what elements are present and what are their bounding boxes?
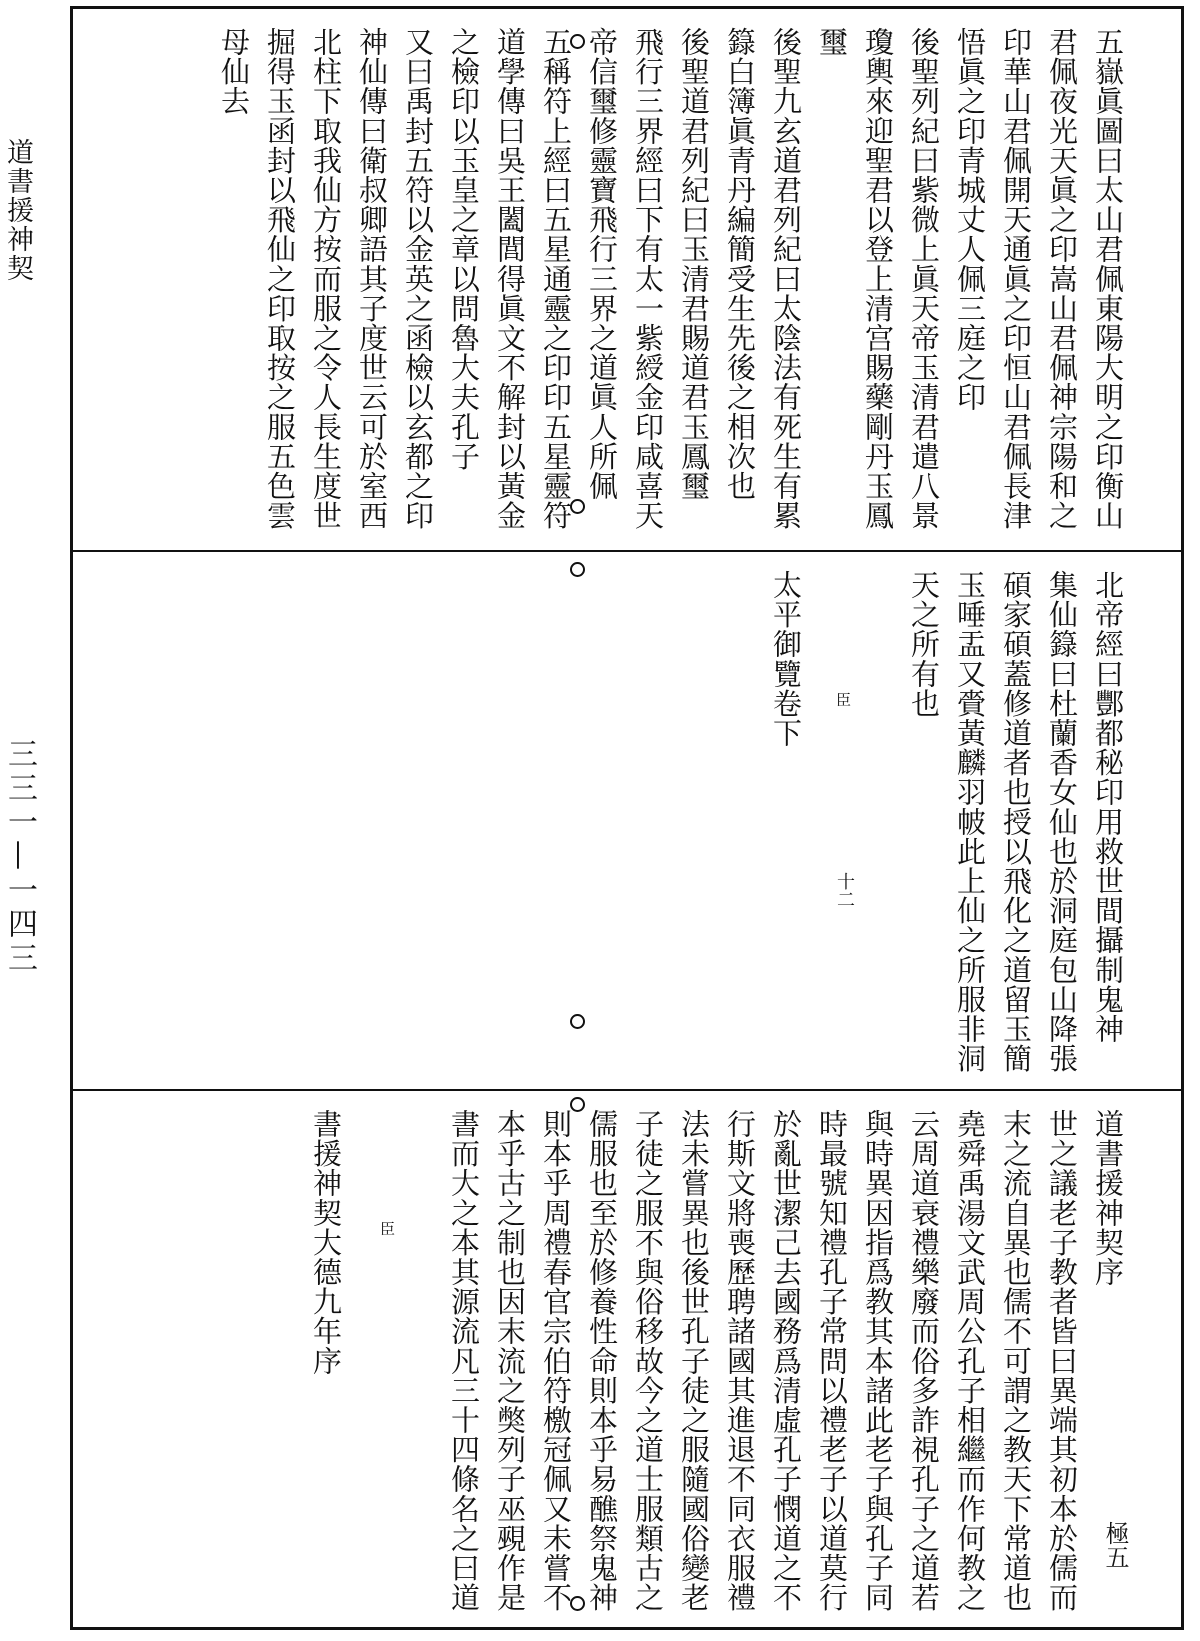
text-column: 道學傳曰吳王闔閭得眞文不解封以黃金 bbox=[493, 27, 527, 531]
side-book-title: 道書援神契 bbox=[2, 138, 33, 283]
section-circle-mark bbox=[570, 562, 585, 577]
text-column: 世之議老子教者皆曰異端其初本於儒而 bbox=[1045, 1109, 1079, 1613]
text-column: 儒服也至於修養性命則本乎易醮祭鬼神 bbox=[585, 1109, 619, 1613]
text-column: 則本乎周禮春官宗伯符檄冠佩又未嘗不 bbox=[539, 1109, 573, 1613]
text-column: 子徒之服不與俗移故今之道士服類古之 bbox=[631, 1109, 665, 1613]
section-circle-mark bbox=[570, 499, 585, 514]
text-column: 掘得玉函封以飛仙之印取按之服五色雲 bbox=[263, 27, 297, 531]
text-column: 北帝經曰酆都秘印用救世間攝制鬼神 bbox=[1091, 570, 1125, 1044]
text-column: 悟眞之印青城丈人佩三庭之印 bbox=[953, 27, 987, 412]
text-column: 末之流自異也儒不可謂之教天下常道也 bbox=[999, 1109, 1033, 1613]
text-column: 璽 bbox=[815, 27, 849, 57]
text-column: 又曰禹封五符以金英之函檢以玄都之印 bbox=[401, 27, 435, 531]
text-column: 神仙傳曰衛叔卿語其子度世云可於室西 bbox=[355, 27, 389, 531]
text-column: 天之所有也 bbox=[907, 570, 941, 718]
text-column: 時最號知禮孔子常問以禮老子以道莫行 bbox=[815, 1109, 849, 1613]
text-column: 碩家碩蓋修道者也授以飛化之道留玉簡 bbox=[999, 570, 1033, 1074]
text-column: 籙白簿眞青丹編簡受生先後之相次也 bbox=[723, 27, 757, 501]
text-column: 母仙去 bbox=[217, 27, 251, 116]
small-mark: 臣 bbox=[378, 1221, 396, 1236]
corner-note: 極五 bbox=[1101, 1521, 1129, 1569]
text-column: 後聖道君列紀曰玉清君賜道君玉鳳璽 bbox=[677, 27, 711, 501]
text-column: 云周道衰禮樂廢而俗多詐視孔子之道若 bbox=[907, 1109, 941, 1613]
text-column: 法未嘗異也後世孔子徒之服隨國俗變老 bbox=[677, 1109, 711, 1613]
text-column: 飛行三界經曰下有太一紫綬金印咸喜天 bbox=[631, 27, 665, 531]
text-column: 後聖列紀曰紫微上眞天帝玉清君遣八景 bbox=[907, 27, 941, 531]
preface-date: 書援神契大德九年序 bbox=[309, 1109, 343, 1376]
text-column: 後聖九玄道君列紀曰太陰法有死生有累 bbox=[769, 27, 803, 531]
panel-top bbox=[73, 9, 1181, 552]
page-frame bbox=[70, 6, 1184, 1630]
text-column: 本乎古之制也因末流之獘列子巫覡作是 bbox=[493, 1109, 527, 1613]
volume-end-title: 太平御覽卷下 bbox=[769, 570, 803, 748]
text-column: 書而大之本其源流凡三十四條名之曰道 bbox=[447, 1109, 481, 1613]
text-column: 帝信璽修靈寶飛行三界之道眞人所佩 bbox=[585, 27, 619, 501]
section-circle-mark bbox=[570, 34, 585, 49]
text-column: 於亂世潔己去國務爲清虛孔子憫道之不 bbox=[769, 1109, 803, 1613]
text-column: 集仙籙曰杜蘭香女仙也於洞庭包山降張 bbox=[1045, 570, 1079, 1074]
text-column: 玉唾盂又賫黃麟羽帔此上仙之所服非洞 bbox=[953, 570, 987, 1074]
page-number-note: 十二 bbox=[834, 872, 855, 908]
text-column: 堯舜禹湯文武周公孔子相繼而作何教之 bbox=[953, 1109, 987, 1613]
small-mark: 臣 bbox=[834, 692, 852, 707]
text-column: 與時異因指爲教其本諸此老子與孔子同 bbox=[861, 1109, 895, 1613]
text-column: 君佩夜光天眞之印嵩山君佩神宗陽和之 bbox=[1045, 27, 1079, 531]
text-column: 之檢印以玉皇之章以問魯大夫孔子 bbox=[447, 27, 481, 471]
preface-title: 道書援神契序 bbox=[1091, 1109, 1125, 1287]
section-circle-mark bbox=[570, 1014, 585, 1029]
text-column: 瓊輿來迎聖君以登上清宫賜藥剛丹玉鳳 bbox=[861, 27, 895, 531]
text-column: 五嶽眞圖曰太山君佩東陽大明之印衡山 bbox=[1091, 27, 1125, 531]
panel-bottom bbox=[73, 1091, 1181, 1629]
section-circle-mark bbox=[570, 1596, 585, 1611]
text-column: 印華山君佩開天通眞之印恒山君佩長津 bbox=[999, 27, 1033, 531]
section-circle-mark bbox=[570, 1097, 585, 1112]
panel-middle bbox=[73, 552, 1181, 1091]
text-column: 行斯文將喪歷聘諸國其進退不同衣服禮 bbox=[723, 1109, 757, 1613]
text-column: 北柱下取我仙方按而服之令人長生度世 bbox=[309, 27, 343, 531]
side-page-number: 三三一—一四三 bbox=[2, 738, 37, 976]
text-column: 五稱符上經曰五星通靈之印印五星靈符 bbox=[539, 27, 573, 531]
